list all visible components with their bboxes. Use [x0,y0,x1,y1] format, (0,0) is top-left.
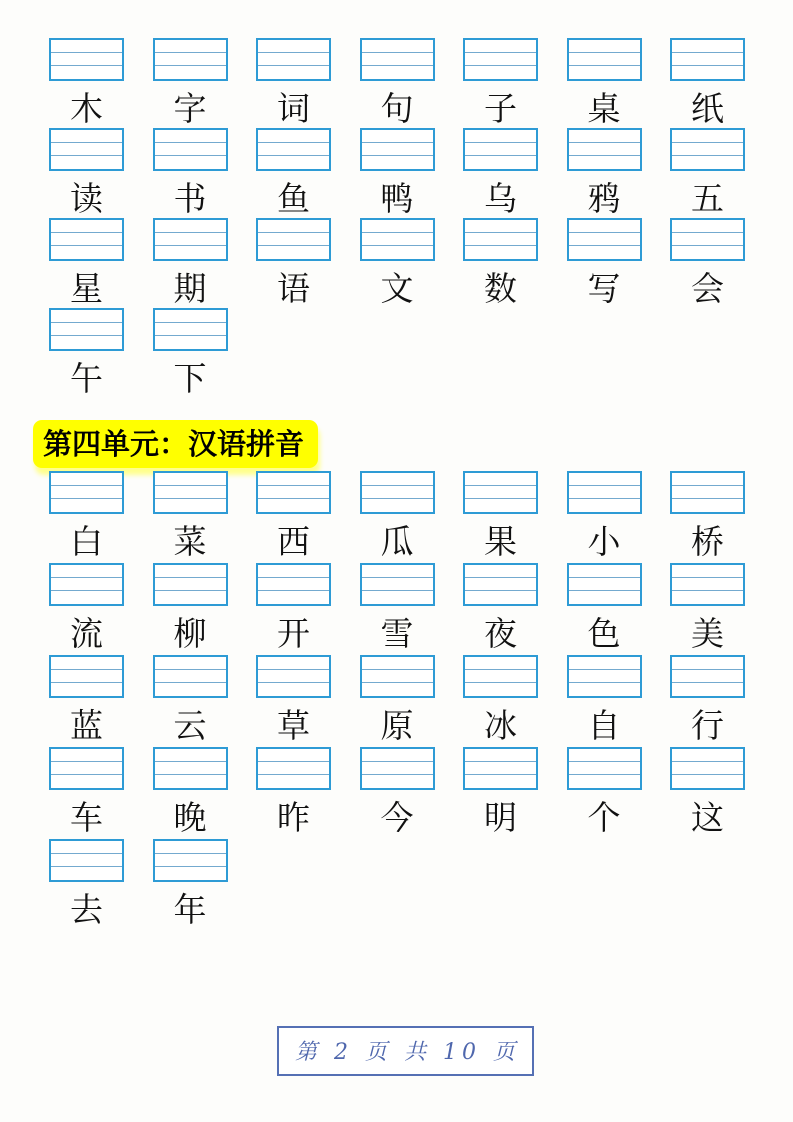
hanzi-character: 行 [691,706,724,745]
pinyin-grid-line [465,143,536,156]
pinyin-writing-box[interactable] [49,747,124,790]
pinyin-grid-line [672,565,743,578]
word-cell [256,563,360,653]
pinyin-writing-box[interactable] [49,38,124,81]
word-cell [567,563,671,653]
pinyin-grid-line [362,220,433,233]
pinyin-grid-line [258,657,329,670]
pinyin-writing-box[interactable] [567,563,642,606]
pinyin-grid-line [672,473,743,486]
word-cell [463,218,567,308]
pinyin-grid-line [51,841,122,854]
pinyin-grid-line [465,473,536,486]
pinyin-writing-box[interactable] [256,655,331,698]
pinyin-writing-box[interactable] [153,218,228,261]
pinyin-grid-line [362,657,433,670]
word-cell [463,563,567,653]
pinyin-grid-line [672,130,743,143]
pinyin-grid-line [362,578,433,591]
pinyin-grid-line [155,565,226,578]
pinyin-grid-line [155,130,226,143]
pinyin-writing-box[interactable] [360,747,435,790]
pinyin-grid-line [569,143,640,156]
word-row [0,308,793,398]
pinyin-grid-line [51,53,122,66]
pinyin-writing-box[interactable] [256,747,331,790]
pinyin-grid-line [51,310,122,323]
pinyin-grid-line [362,473,433,486]
pinyin-grid-line [258,749,329,762]
pinyin-grid-line [672,749,743,762]
hanzi-character: 桌 [587,89,621,128]
pinyin-grid-line [362,40,433,53]
pinyin-grid-line [672,143,743,156]
word-cell [153,839,257,929]
pinyin-writing-box[interactable] [256,471,331,514]
word-row [0,839,793,931]
pinyin-grid-line [51,143,122,156]
hanzi-character: 字 [173,89,207,128]
hanzi-character: 流 [70,614,103,653]
word-cell [567,218,671,308]
pinyin-writing-box[interactable] [670,218,745,261]
word-cell [567,128,671,218]
word-row [0,38,793,128]
hanzi-character: 星 [70,269,103,308]
hanzi-character: 桥 [691,522,724,561]
pinyin-grid-line [258,220,329,233]
pinyin-writing-box[interactable] [463,128,538,171]
pinyin-grid-line [51,233,122,246]
pinyin-grid-line [155,854,226,867]
pinyin-grid-line [362,53,433,66]
hanzi-character: 词 [277,89,310,128]
word-row [0,128,793,218]
pinyin-grid-line [569,486,640,499]
word-cell [670,128,774,218]
pinyin-writing-box[interactable] [463,38,538,81]
pinyin-writing-box[interactable] [256,563,331,606]
word-cell [256,38,360,128]
pinyin-grid-line [672,670,743,683]
word-row [0,218,793,308]
pinyin-writing-box[interactable] [49,655,124,698]
word-cell [153,563,257,653]
pinyin-grid-line [258,670,329,683]
pinyin-writing-box[interactable] [567,38,642,81]
section-previous-unit [0,38,793,398]
pinyin-grid-line [155,40,226,53]
page-number-box: 第 2 页 共 10 页 [277,1026,534,1076]
hanzi-character: 期 [173,269,207,308]
hanzi-character: 子 [484,89,517,128]
pinyin-writing-box[interactable] [463,563,538,606]
pinyin-grid-line [569,670,640,683]
word-cell [360,128,464,218]
word-cell [360,563,464,653]
pinyin-grid-line [258,486,329,499]
hanzi-character: 年 [173,890,207,929]
word-cell [153,128,257,218]
word-cell [670,218,774,308]
hanzi-character: 读 [70,179,103,218]
word-cell [567,655,671,745]
pinyin-grid-line [362,233,433,246]
pinyin-grid-line [362,762,433,775]
pinyin-grid-line [362,749,433,762]
word-cell [153,308,257,398]
word-cell [49,218,153,308]
pinyin-grid-line [51,657,122,670]
pinyin-grid-line [569,53,640,66]
hanzi-character: 小 [587,522,621,561]
hanzi-character: 数 [484,269,517,308]
pinyin-grid-line [465,130,536,143]
pinyin-grid-line [672,220,743,233]
hanzi-character: 写 [587,269,621,308]
word-cell [463,471,567,561]
word-cell [256,471,360,561]
word-cell [463,747,567,837]
pinyin-writing-box[interactable] [153,839,228,882]
pinyin-grid-line [258,40,329,53]
pinyin-grid-line [569,749,640,762]
pinyin-grid-line [155,323,226,336]
pinyin-grid-line [155,310,226,323]
hanzi-character: 鸭 [380,179,414,218]
pinyin-grid-line [672,762,743,775]
pinyin-writing-box[interactable] [670,655,745,698]
word-cell [463,38,567,128]
hanzi-character: 夜 [484,614,517,653]
hanzi-character: 木 [70,89,103,128]
word-row [0,563,793,655]
hanzi-character: 今 [380,798,414,837]
pinyin-grid-line [672,486,743,499]
pinyin-grid-line [569,762,640,775]
hanzi-character: 书 [173,179,207,218]
pinyin-grid-line [51,473,122,486]
pinyin-grid-line [258,762,329,775]
word-row [0,747,793,839]
hanzi-character: 明 [484,798,517,837]
pinyin-grid-line [258,578,329,591]
hanzi-character: 纸 [691,89,724,128]
pinyin-writing-box[interactable] [360,218,435,261]
hanzi-character: 冰 [484,706,517,745]
pinyin-writing-box[interactable] [360,563,435,606]
pinyin-grid-line [362,143,433,156]
pinyin-writing-box[interactable] [567,128,642,171]
word-row [0,471,793,563]
pinyin-grid-line [258,53,329,66]
pinyin-grid-line [51,670,122,683]
pinyin-grid-line [155,762,226,775]
word-cell [670,655,774,745]
hanzi-character: 乌 [484,179,517,218]
pinyin-writing-box[interactable] [567,655,642,698]
hanzi-character: 菜 [173,522,207,561]
pinyin-writing-box[interactable] [153,128,228,171]
hanzi-character: 雪 [380,614,414,653]
pinyin-grid-line [465,749,536,762]
pinyin-grid-line [155,486,226,499]
pinyin-writing-box[interactable] [670,747,745,790]
word-cell [360,38,464,128]
pinyin-writing-box[interactable] [49,563,124,606]
pinyin-grid-line [569,233,640,246]
hanzi-character: 开 [277,614,310,653]
word-cell [670,471,774,561]
word-cell [567,471,671,561]
pinyin-writing-box[interactable] [670,38,745,81]
pinyin-writing-box[interactable] [463,747,538,790]
pinyin-writing-box[interactable] [153,747,228,790]
pinyin-writing-box[interactable] [360,38,435,81]
pinyin-writing-box[interactable] [49,839,124,882]
pinyin-grid-line [51,486,122,499]
hanzi-character: 云 [173,706,207,745]
pinyin-grid-line [672,53,743,66]
pinyin-writing-box[interactable] [49,308,124,351]
pinyin-grid-line [362,130,433,143]
word-cell [463,128,567,218]
word-cell [49,839,153,929]
pinyin-grid-line [155,473,226,486]
pinyin-grid-line [362,486,433,499]
pinyin-writing-box[interactable] [49,128,124,171]
pinyin-grid-line [465,670,536,683]
pinyin-writing-box[interactable] [49,218,124,261]
word-cell [360,471,464,561]
hanzi-character: 五 [691,179,724,218]
word-cell [49,308,153,398]
pinyin-grid-line [465,762,536,775]
pinyin-grid-line [155,220,226,233]
unit-heading-row [33,420,793,465]
pinyin-writing-box[interactable] [153,563,228,606]
word-cell [256,655,360,745]
pinyin-writing-box[interactable] [463,655,538,698]
pinyin-writing-box[interactable] [360,471,435,514]
word-cell [670,747,774,837]
hanzi-character: 语 [277,269,310,308]
pinyin-grid-line [672,578,743,591]
pinyin-grid-line [672,233,743,246]
pinyin-writing-box[interactable] [256,218,331,261]
hanzi-character: 果 [484,522,517,561]
pinyin-grid-line [465,233,536,246]
pinyin-grid-line [465,578,536,591]
hanzi-character: 蓝 [70,706,103,745]
pinyin-writing-box[interactable] [153,308,228,351]
word-cell [153,471,257,561]
page-footer-row [0,1026,793,1076]
hanzi-character: 美 [691,614,724,653]
pinyin-grid-line [465,53,536,66]
pinyin-writing-box[interactable] [567,218,642,261]
pinyin-grid-line [155,53,226,66]
word-cell [256,128,360,218]
word-cell [360,655,464,745]
pinyin-grid-line [155,670,226,683]
word-cell [49,563,153,653]
word-cell [463,655,567,745]
pinyin-grid-line [258,143,329,156]
pinyin-writing-box[interactable] [153,655,228,698]
pinyin-grid-line [51,578,122,591]
pinyin-grid-line [569,473,640,486]
pinyin-grid-line [155,578,226,591]
pinyin-grid-line [51,130,122,143]
pinyin-writing-box[interactable] [567,747,642,790]
pinyin-writing-box[interactable] [463,471,538,514]
pinyin-writing-box[interactable] [670,471,745,514]
hanzi-character: 下 [173,359,207,398]
pinyin-grid-line [569,578,640,591]
pinyin-grid-line [362,670,433,683]
word-row [0,655,793,747]
pinyin-grid-line [155,749,226,762]
hanzi-character: 西 [277,522,310,561]
pinyin-writing-box[interactable] [153,38,228,81]
hanzi-character: 会 [691,269,724,308]
word-cell [256,218,360,308]
pinyin-writing-box[interactable] [360,655,435,698]
pinyin-grid-line [258,473,329,486]
hanzi-character: 去 [70,890,103,929]
word-cell [670,38,774,128]
section-unit-4 [0,471,793,931]
pinyin-grid-line [569,130,640,143]
pinyin-grid-line [569,565,640,578]
hanzi-character: 草 [277,706,310,745]
pinyin-writing-box[interactable] [49,471,124,514]
hanzi-character: 文 [380,269,414,308]
pinyin-writing-box[interactable] [463,218,538,261]
word-cell [49,747,153,837]
pinyin-grid-line [51,565,122,578]
pinyin-grid-line [51,749,122,762]
hanzi-character: 鸦 [587,179,621,218]
pinyin-grid-line [465,486,536,499]
pinyin-grid-line [155,233,226,246]
pinyin-grid-line [569,657,640,670]
pinyin-grid-line [51,854,122,867]
hanzi-character: 午 [70,359,103,398]
pinyin-grid-line [155,841,226,854]
pinyin-grid-line [362,565,433,578]
pinyin-grid-line [465,220,536,233]
word-cell [153,747,257,837]
word-cell [256,747,360,837]
hanzi-character: 晚 [173,798,207,837]
pinyin-grid-line [51,40,122,53]
hanzi-character: 车 [70,798,103,837]
hanzi-character: 原 [380,706,414,745]
pinyin-grid-line [155,657,226,670]
word-cell [49,128,153,218]
word-cell [153,218,257,308]
word-cell [360,218,464,308]
word-cell [670,563,774,653]
pinyin-grid-line [672,40,743,53]
pinyin-writing-box[interactable] [670,128,745,171]
pinyin-grid-line [51,220,122,233]
pinyin-writing-box[interactable] [256,38,331,81]
word-cell [153,655,257,745]
pinyin-grid-line [51,323,122,336]
pinyin-grid-line [465,40,536,53]
word-cell [360,747,464,837]
word-cell [49,655,153,745]
pinyin-grid-line [258,130,329,143]
hanzi-character: 白 [70,522,103,561]
pinyin-writing-box[interactable] [360,128,435,171]
word-cell [49,471,153,561]
pinyin-writing-box[interactable] [670,563,745,606]
word-cell [567,38,671,128]
pinyin-writing-box[interactable] [567,471,642,514]
pinyin-grid-line [51,762,122,775]
pinyin-writing-box[interactable] [256,128,331,171]
word-cell [567,747,671,837]
hanzi-character: 昨 [277,798,310,837]
hanzi-character: 个 [587,798,621,837]
hanzi-character: 句 [380,89,414,128]
pinyin-grid-line [672,657,743,670]
pinyin-grid-line [258,233,329,246]
word-cell [49,38,153,128]
pinyin-writing-box[interactable] [153,471,228,514]
pinyin-grid-line [569,40,640,53]
hanzi-character: 这 [691,798,724,837]
word-cell [153,38,257,128]
pinyin-grid-line [465,657,536,670]
pinyin-grid-line [155,143,226,156]
pinyin-grid-line [465,565,536,578]
hanzi-character: 柳 [173,614,207,653]
hanzi-character: 鱼 [277,179,310,218]
unit-heading: 第四单元：汉语拼音 [33,420,318,468]
hanzi-character: 色 [587,614,621,653]
hanzi-character: 自 [587,706,621,745]
pinyin-grid-line [258,565,329,578]
pinyin-grid-line [569,220,640,233]
hanzi-character: 瓜 [380,522,414,561]
